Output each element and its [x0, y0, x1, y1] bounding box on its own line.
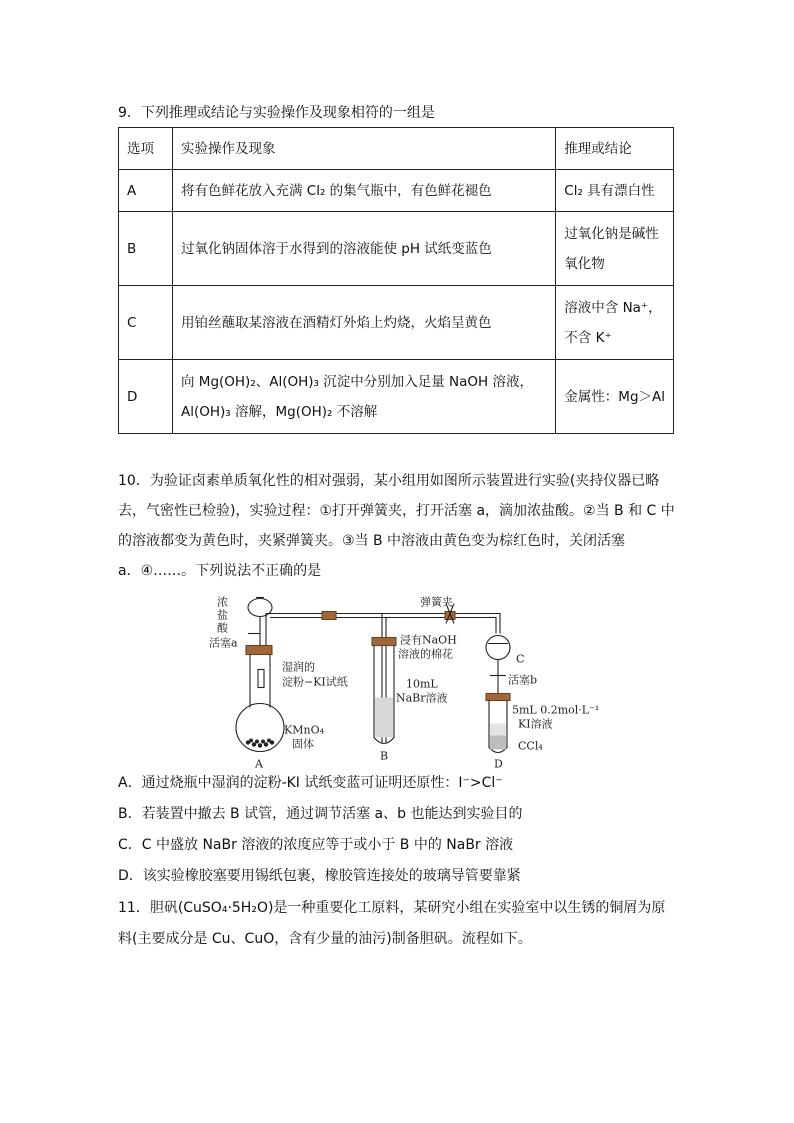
funnel-c [486, 636, 510, 696]
apparatus-diagram [200, 585, 600, 785]
q11-line: 11．胆矾(CuSO₄·5H₂O)是一种重要化工原料，某研究小组在实验室中以生锈的铜屑为原 [118, 900, 666, 916]
table-row [119, 360, 674, 434]
operation-line: 向 Mg(OH)₂、Al(OH)₃ 沉淀中分别加入足量 NaOH 溶液， [181, 373, 533, 390]
q10-option-b: B．若装置中撤去 B 试管，通过调节活塞 a、b 也能达到实验目的 [118, 806, 523, 822]
label-nabr: 10mL [406, 677, 438, 691]
table-row [119, 286, 674, 360]
row-conclusion [556, 360, 674, 434]
label-nabr: NaBr溶液 [396, 691, 448, 705]
table-row [119, 170, 674, 212]
row-operation [173, 212, 556, 286]
row-operation [173, 170, 556, 212]
row-option: A [119, 170, 173, 212]
row-option: C [119, 286, 173, 360]
row-option: B [119, 212, 173, 286]
label-a: A [255, 757, 263, 771]
label-ki: KI溶液 [518, 717, 553, 731]
label-kmno4: KMnO₄ [284, 723, 324, 737]
label-wet-paper: 淀粉−KI试纸 [282, 675, 348, 689]
q10-option-c: C．C 中盛放 NaBr 溶液的浓度应等于或小于 B 中的 NaBr 溶液 [118, 837, 514, 853]
table-header-row [119, 128, 674, 170]
operation-line: 将有色鲜花放入充满 Cl₂ 的集气瓶中，有色鲜花褪色 [181, 182, 492, 199]
label-ki: 5mL 0.2mol·L⁻¹ [512, 703, 600, 717]
conclusion-line: 过氧化钠是碱性 [564, 225, 659, 242]
conclusion-line: 溶液中含 Na⁺， [564, 299, 662, 316]
kmno4-solid [246, 739, 274, 748]
label-wet-paper: 湿润的 [282, 660, 315, 674]
q10-option-a: A．通过烧瓶中湿润的淀粉-KI 试纸变蓝可证明还原性：I⁻>Cl⁻ [118, 775, 503, 791]
label-spring-clip: 弹簧夹 [420, 595, 453, 609]
row-option: D [119, 360, 173, 434]
label-b: B [380, 749, 389, 763]
header-operation: 实验操作及现象 [173, 128, 556, 170]
q9-table [118, 127, 674, 434]
conclusion-line: 氧化物 [564, 255, 605, 272]
q10-line: 去，气密性已检验)，实验过程：①打开弹簧夹，打开活塞 a，滴加浓盐酸。②当 B 和 C 中 [118, 503, 675, 519]
row-operation [173, 286, 556, 360]
operation-line: Al(OH)₃ 溶解，Mg(OH)₂ 不溶解 [181, 403, 378, 420]
label-stopcock-b: 活塞b [508, 673, 538, 687]
operation-line: 过氧化钠固体溶于水得到的溶液能使 pH 试纸变蓝色 [181, 240, 492, 257]
header-conclusion: 推理或结论 [556, 128, 674, 170]
row-operation [173, 360, 556, 434]
label-naoh-cotton: 溶液的棉花 [398, 647, 453, 661]
conclusion-line: Cl₂ 具有漂白性 [564, 182, 655, 199]
label-ccl4: CCl₄ [518, 739, 543, 753]
row-conclusion [556, 170, 674, 212]
q10-option-d: D．该实验橡胶塞要用锡纸包裹，橡胶管连接处的玻璃导管要靠紧 [118, 868, 521, 884]
test-tube-b [372, 638, 396, 744]
label-conc-acid: 盐 [217, 608, 228, 622]
conclusion-line: 不含 K⁺ [564, 329, 612, 346]
q11-line: 料(主要成分是 Cu、CuO，含有少量的油污)制备胆矾。流程如下。 [118, 931, 532, 947]
q10-line: 10．为验证卤素单质氧化性的相对强弱，某小组用如图所示装置进行实验(夹持仪器已略 [118, 473, 660, 489]
label-conc-acid: 酸 [217, 621, 228, 635]
label-c: C [516, 652, 525, 666]
label-kmno4: 固体 [292, 737, 314, 751]
row-conclusion [556, 212, 674, 286]
operation-line: 用铂丝蘸取某溶液在酒精灯外焰上灼烧，火焰呈黄色 [181, 314, 492, 331]
q10-line: a．④……。下列说法不正确的是 [118, 563, 322, 579]
label-conc-acid: 浓 [217, 595, 228, 609]
row-conclusion [556, 286, 674, 360]
q10-line: 的溶液都变为黄色时，夹紧弹簧夹。③当 B 中溶液由黄色变为棕红色时，关闭活塞 [118, 533, 626, 549]
label-naoh-cotton: 浸有NaOH [400, 633, 457, 647]
label-d: D [494, 757, 503, 771]
table-row [119, 212, 674, 286]
q9-title: 9．下列推理或结论与实验操作及现象相符的一组是 [118, 105, 435, 121]
label-stopcock-a: 活塞a [209, 636, 238, 650]
separatory-funnel [248, 598, 272, 648]
test-tube-d [486, 694, 510, 753]
header-option: 选项 [119, 128, 173, 170]
conclusion-line: 金属性：Mg＞Al [564, 388, 665, 405]
